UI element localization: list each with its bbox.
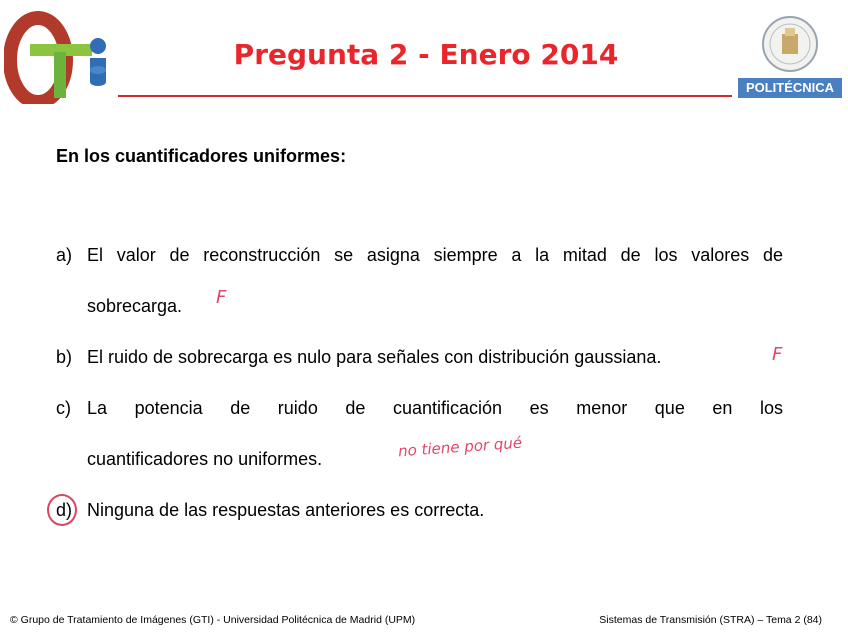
footer-right: Sistemas de Transmisión (STRA) – Tema 2 (84) [599, 614, 822, 626]
option-d-letter: d) [56, 500, 73, 520]
option-a [56, 245, 786, 315]
slide-title: Pregunta 2 - Enero 2014 [233, 38, 619, 71]
gti-logo [4, 8, 116, 104]
footer-left: © Grupo de Tratamiento de Imágenes (GTI) - Universidad Politécnica de Madrid (UPM) [10, 614, 416, 626]
option-c-line2: cuantificadores no uniformes. [87, 449, 323, 469]
option-b-letter: b) [56, 347, 73, 367]
upm-seal-icon [738, 12, 842, 78]
option-b [56, 347, 786, 371]
option-c-letter: c) [56, 398, 71, 418]
option-a-line1: El valor de reconstrucción se asigna siempre a la mitad de los valores de [87, 245, 783, 265]
upm-logo [738, 12, 842, 100]
option-a-line2: sobrecarga. [87, 296, 183, 316]
option-b-line1: El ruido de sobrecarga es nulo para señales con distribución gaussiana. [87, 347, 662, 367]
upm-logo-label: POLITÉCNICA [738, 78, 842, 98]
answer-circle-d [47, 494, 77, 526]
option-d-line1: Ninguna de las respuestas anteriores es correcta. [87, 500, 485, 520]
option-d [56, 500, 786, 524]
handwritten-mark-a: F [216, 287, 227, 308]
option-c-line1: La potencia de ruido de cuantificación es menor que en los [87, 398, 783, 418]
handwritten-note-c: no tiene por qué [397, 433, 523, 461]
handwritten-mark-b: F [772, 344, 783, 365]
title-divider [118, 95, 732, 97]
question-intro: En los cuantificadores uniformes: [56, 146, 347, 166]
option-a-letter: a) [56, 245, 73, 265]
